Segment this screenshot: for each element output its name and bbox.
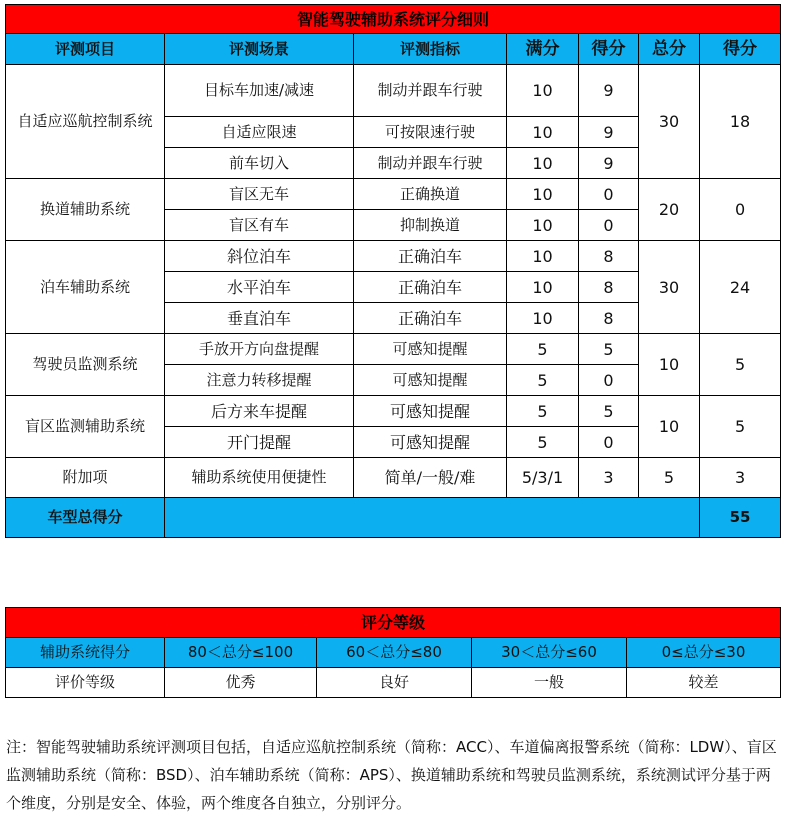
header-score: 得分 bbox=[700, 34, 781, 65]
got-cell: 5 bbox=[579, 334, 639, 365]
range-cell: 80＜总分≤100 bbox=[165, 638, 317, 668]
group-name: 驾驶员监测系统 bbox=[6, 334, 165, 396]
group-name: 换道辅助系统 bbox=[6, 179, 165, 241]
got-cell: 0 bbox=[579, 365, 639, 396]
scene-cell: 注意力转移提醒 bbox=[165, 365, 354, 396]
group-score: 5 bbox=[700, 396, 781, 458]
header-total: 总分 bbox=[639, 34, 700, 65]
group-name: 附加项 bbox=[6, 458, 165, 498]
table-row bbox=[6, 179, 781, 210]
full-cell: 5 bbox=[507, 334, 579, 365]
scene-cell: 垂直泊车 bbox=[165, 303, 354, 334]
full-cell: 5 bbox=[507, 396, 579, 427]
group-total: 10 bbox=[639, 396, 700, 458]
total-score: 55 bbox=[700, 498, 781, 538]
table-row bbox=[6, 458, 781, 498]
metric-cell: 可按限速行驶 bbox=[354, 117, 507, 148]
full-cell: 10 bbox=[507, 148, 579, 179]
range-cell: 60＜总分≤80 bbox=[317, 638, 472, 668]
scene-cell: 盲区有车 bbox=[165, 210, 354, 241]
score-label: 辅助系统得分 bbox=[6, 638, 165, 668]
got-cell: 9 bbox=[579, 148, 639, 179]
header-item: 评测项目 bbox=[6, 34, 165, 65]
total-label: 车型总得分 bbox=[6, 498, 165, 538]
header-metric: 评测指标 bbox=[354, 34, 507, 65]
full-cell: 10 bbox=[507, 117, 579, 148]
group-total: 10 bbox=[639, 334, 700, 396]
metric-cell: 制动并跟车行驶 bbox=[354, 65, 507, 117]
full-cell: 5 bbox=[507, 427, 579, 458]
grade-cell: 较差 bbox=[627, 668, 781, 698]
scene-cell: 盲区无车 bbox=[165, 179, 354, 210]
group-score: 0 bbox=[700, 179, 781, 241]
scene-cell: 手放开方向盘提醒 bbox=[165, 334, 354, 365]
scene-cell: 开门提醒 bbox=[165, 427, 354, 458]
got-cell: 5 bbox=[579, 396, 639, 427]
group-total: 20 bbox=[639, 179, 700, 241]
group-total: 5 bbox=[639, 458, 700, 498]
metric-cell: 正确泊车 bbox=[354, 303, 507, 334]
full-cell: 10 bbox=[507, 210, 579, 241]
full-cell: 10 bbox=[507, 272, 579, 303]
full-cell: 10 bbox=[507, 241, 579, 272]
grade-title: 评分等级 bbox=[6, 608, 781, 638]
metric-cell: 正确泊车 bbox=[354, 272, 507, 303]
table-row bbox=[6, 65, 781, 117]
full-cell: 5/3/1 bbox=[507, 458, 579, 498]
metric-cell: 正确换道 bbox=[354, 179, 507, 210]
got-cell: 0 bbox=[579, 179, 639, 210]
full-cell: 10 bbox=[507, 65, 579, 117]
group-name: 泊车辅助系统 bbox=[6, 241, 165, 334]
scene-cell: 辅助系统使用便捷性 bbox=[165, 458, 354, 498]
table-row bbox=[6, 396, 781, 427]
grade-cell: 优秀 bbox=[165, 668, 317, 698]
scene-cell: 后方来车提醒 bbox=[165, 396, 354, 427]
full-cell: 10 bbox=[507, 303, 579, 334]
group-score: 3 bbox=[700, 458, 781, 498]
total-row bbox=[6, 498, 781, 538]
table-row bbox=[6, 668, 781, 698]
got-cell: 0 bbox=[579, 427, 639, 458]
got-cell: 0 bbox=[579, 210, 639, 241]
metric-cell: 可感知提醒 bbox=[354, 334, 507, 365]
grade-label: 评价等级 bbox=[6, 668, 165, 698]
got-cell: 8 bbox=[579, 272, 639, 303]
got-cell: 8 bbox=[579, 241, 639, 272]
group-score: 5 bbox=[700, 334, 781, 396]
table-row bbox=[6, 334, 781, 365]
grade-cell: 一般 bbox=[472, 668, 627, 698]
group-total: 30 bbox=[639, 65, 700, 179]
metric-cell: 简单/一般/难 bbox=[354, 458, 507, 498]
range-cell: 0≤总分≤30 bbox=[627, 638, 781, 668]
table-title: 智能驾驶辅助系统评分细则 bbox=[6, 5, 781, 34]
table-row bbox=[6, 241, 781, 272]
metric-cell: 正确泊车 bbox=[354, 241, 507, 272]
full-cell: 10 bbox=[507, 179, 579, 210]
got-cell: 8 bbox=[579, 303, 639, 334]
scene-cell: 水平泊车 bbox=[165, 272, 354, 303]
scoring-table bbox=[5, 4, 781, 538]
group-score: 18 bbox=[700, 65, 781, 179]
got-cell: 9 bbox=[579, 65, 639, 117]
scene-cell: 斜位泊车 bbox=[165, 241, 354, 272]
metric-cell: 制动并跟车行驶 bbox=[354, 148, 507, 179]
group-name: 盲区监测辅助系统 bbox=[6, 396, 165, 458]
table-row bbox=[6, 638, 781, 668]
group-total: 30 bbox=[639, 241, 700, 334]
group-name: 自适应巡航控制系统 bbox=[6, 65, 165, 179]
metric-cell: 可感知提醒 bbox=[354, 365, 507, 396]
metric-cell: 可感知提醒 bbox=[354, 427, 507, 458]
range-cell: 30＜总分≤60 bbox=[472, 638, 627, 668]
metric-cell: 抑制换道 bbox=[354, 210, 507, 241]
scene-cell: 自适应限速 bbox=[165, 117, 354, 148]
got-cell: 3 bbox=[579, 458, 639, 498]
grade-cell: 良好 bbox=[317, 668, 472, 698]
header-got: 得分 bbox=[579, 34, 639, 65]
scene-cell: 前车切入 bbox=[165, 148, 354, 179]
grade-table bbox=[5, 607, 781, 698]
got-cell: 9 bbox=[579, 117, 639, 148]
full-cell: 5 bbox=[507, 365, 579, 396]
scene-cell: 目标车加速/减速 bbox=[165, 65, 354, 117]
total-spacer bbox=[165, 498, 700, 538]
metric-cell: 可感知提醒 bbox=[354, 396, 507, 427]
header-scene: 评测场景 bbox=[165, 34, 354, 65]
group-score: 24 bbox=[700, 241, 781, 334]
footnote: 注：智能驾驶辅助系统评测项目包括，自适应巡航控制系统（简称：ACC）、车道偏离报警系统（简称：LDW）、盲区监测辅助系统（简称：BSD）、泊车辅助系统（简称：APS）、换道辅助系统和驾驶员监测系统，系统测试评分基于两个维度，分别是安全、体验，两个维度各自独立，分别评分。 bbox=[6, 738, 777, 812]
header-full: 满分 bbox=[507, 34, 579, 65]
